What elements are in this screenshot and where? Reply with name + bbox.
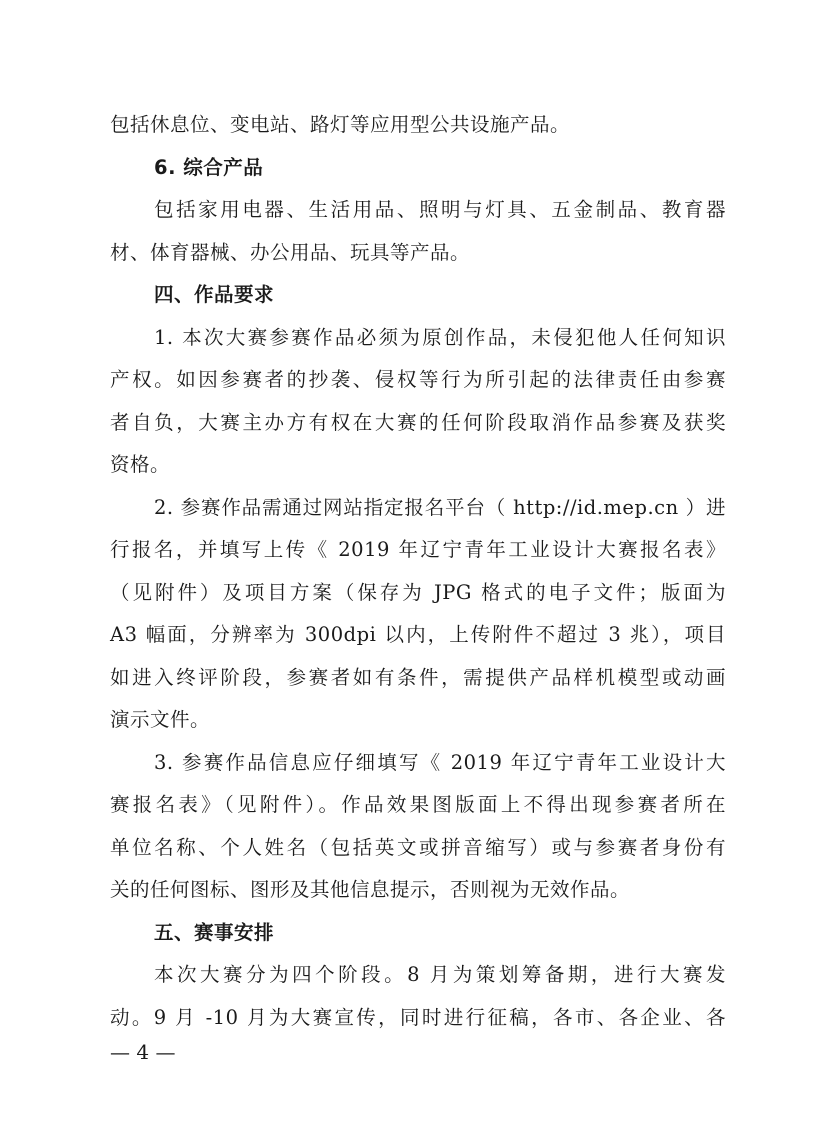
paragraph-comprehensive-line1: 包括家用电器、生活用品、照明与灯具、五金制品、教育器 [154,198,726,221]
requirement-3-line4: 关的任何图标、图形及其他信息提示，否则视为无效作品。 [110,878,631,901]
paragraph-public-facilities: 包括休息位、变电站、路灯等应用型公共设施产品。 [110,113,571,136]
requirement-1-line4: 资格。 [110,453,171,476]
heading-event-schedule: 五、赛事安排 [154,920,275,944]
requirement-3-line2: 赛报名表》（见附件）。作品效果图版面上不得出现参赛者所在 [110,793,726,816]
requirement-3-line1: 3. 参赛作品信息应仔细填写《 2019 年辽宁青年工业设计大 [154,750,726,774]
heading-work-requirements: 四、作品要求 [154,283,275,306]
schedule-line1: 本次大赛分为四个阶段。8 月为策划筹备期，进行大赛发 [154,963,726,986]
requirement-3-line3: 单位名称、个人姓名（包括英文或拼音缩写）或与参赛者身份有 [110,835,726,859]
document-body [110,104,726,1039]
requirement-2-line6: 演示文件。 [110,708,211,731]
heading-comprehensive-products: 6. 综合产品 [154,155,264,179]
requirement-2-line4: A3 幅面，分辨率为 300dpi 以内，上传附件不超过 3 兆），项目 [110,623,726,646]
page-number: — 4 — [110,1040,176,1064]
requirement-2-line1: 2. 参赛作品需通过网站指定报名平台（ http://id.mep.cn ）进 [154,495,726,519]
requirement-1-line2: 产权。如因参赛者的抄袭、侵权等行为所引起的法律责任由参赛 [110,368,726,391]
paragraph-comprehensive-line2: 材、体育器械、办公用品、玩具等产品。 [110,240,471,264]
requirement-1-line3: 者自负，大赛主办方有权在大赛的任何阶段取消作品参赛及获奖 [110,410,726,434]
requirement-2-line3: （见附件）及项目方案（保存为 JPG 格式的电子文件；版面为 [110,580,726,604]
requirement-1-line1: 1. 本次大赛参赛作品必须为原创作品，未侵犯他人任何知识 [154,325,726,349]
schedule-line2: 动。9 月 -10 月为大赛宣传，同时进行征稿，各市、各企业、各 [110,1005,726,1029]
requirement-2-line5: 如进入终评阶段，参赛者如有条件，需提供产品样机模型或动画 [110,665,726,689]
requirement-2-line2: 行报名，并填写上传《 2019 年辽宁青年工业设计大赛报名表》 [110,538,726,561]
